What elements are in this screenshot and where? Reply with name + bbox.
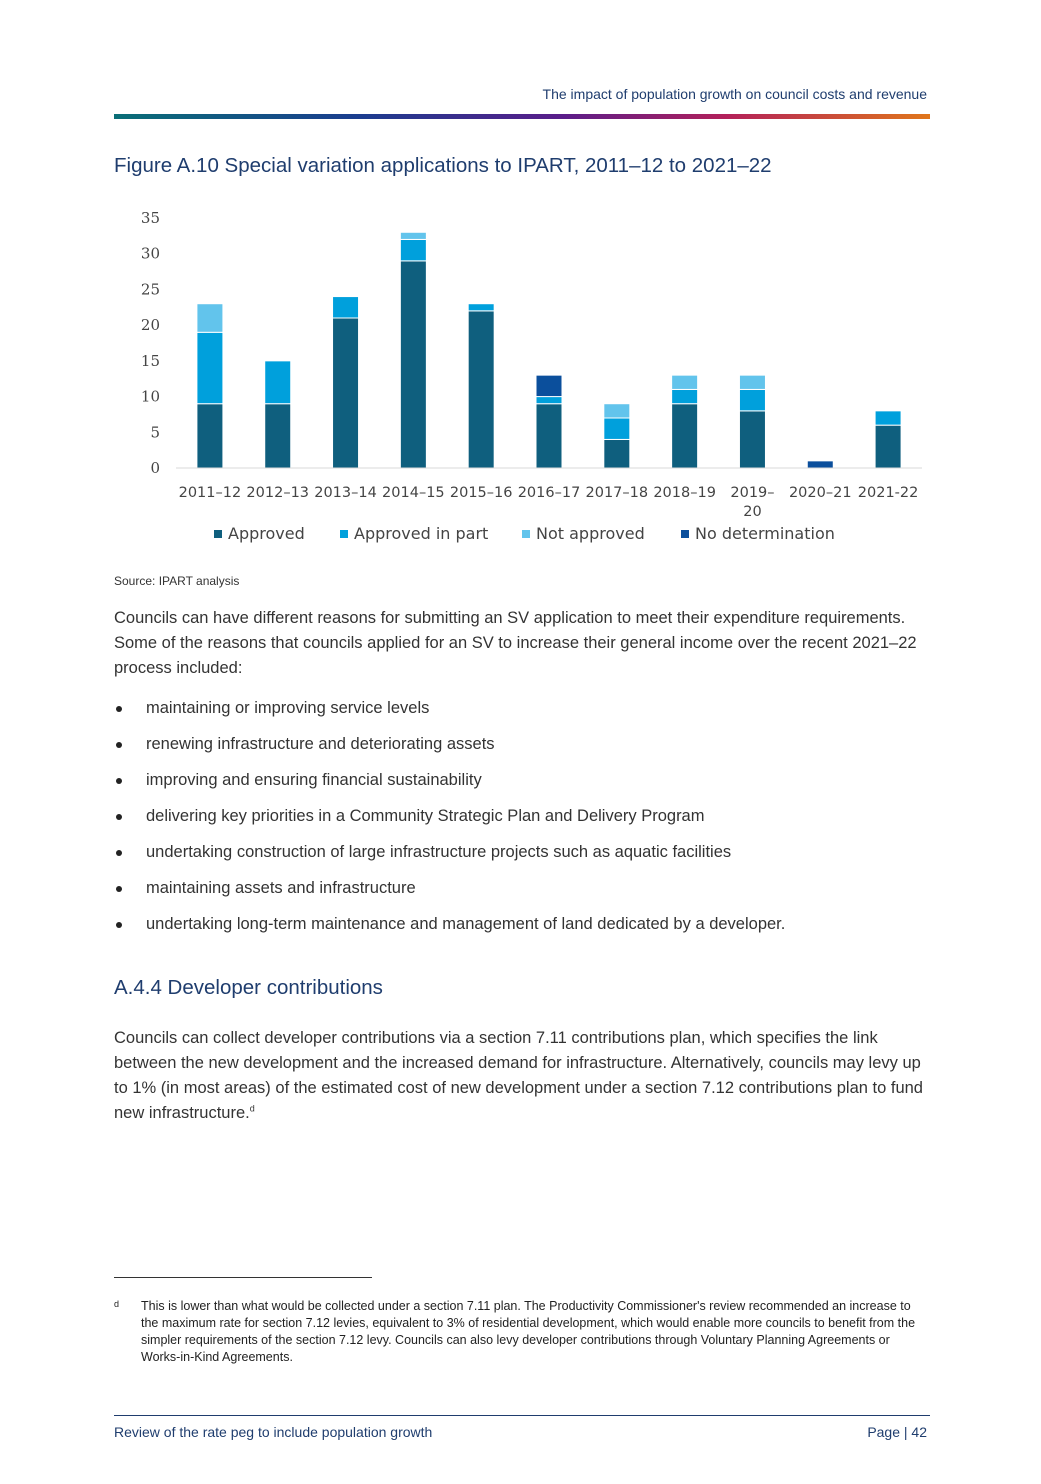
legend-label: No determination [695, 524, 835, 543]
bullet-dot [116, 778, 122, 784]
footnote-separator [114, 1277, 372, 1278]
bar-approved-in-part [536, 397, 562, 404]
footer-document-title: Review of the rate peg to include population growth [114, 1424, 433, 1440]
reasons-list [114, 696, 914, 948]
bar-approved [468, 311, 494, 468]
list-item-text: renewing infrastructure and deteriorating assets [146, 735, 495, 753]
bar-approved [672, 404, 698, 468]
legend-swatch [681, 530, 689, 538]
y-axis-ticks [141, 209, 160, 477]
bar-approved [536, 404, 562, 468]
legend-label: Not approved [536, 524, 645, 543]
y-tick-label: 0 [150, 459, 160, 477]
bar-no-determination [536, 375, 562, 396]
legend-label: Approved in part [354, 524, 489, 543]
bar-approved [265, 404, 291, 468]
list-item [114, 840, 914, 876]
x-tick-label: 20 [743, 504, 762, 520]
footnote-mark: d [114, 1299, 120, 1309]
paragraph-text: Councils can collect developer contributions via a section 7.11 contributions plan, which specifies the link between the new development and the increased demand for infrastructure. Alternatively, councils may levy up to 1% (in most areas) of the estimated cost of new development under a section 7.12 contributions plan to fund new infrastructure. [114, 1029, 923, 1122]
bullet-dot [116, 706, 122, 712]
legend-swatch [340, 530, 348, 538]
bar-approved [604, 439, 630, 468]
chart-legend [214, 524, 835, 543]
bar-approved-in-part [875, 411, 901, 425]
x-tick-label: 2012–13 [246, 485, 310, 501]
y-tick-label: 15 [140, 351, 160, 370]
bullet-dot [116, 886, 122, 892]
bar-not-approved [400, 232, 426, 239]
footer-page-number: Page | 42 [867, 1424, 927, 1440]
list-item [114, 696, 914, 732]
stacked-bar-chart [114, 200, 926, 560]
bullet-dot [116, 814, 122, 820]
list-item-text: maintaining assets and infrastructure [146, 879, 416, 897]
bar-not-approved [672, 375, 698, 389]
figure-title: Figure A.10 Special variation applications to IPART, 2011–12 to 2021–22 [114, 154, 772, 177]
bullet-dot [116, 850, 122, 856]
bar-approved-in-part [739, 389, 765, 410]
list-item [114, 876, 914, 912]
bar-not-approved [604, 404, 630, 418]
header-gradient-rule [114, 114, 930, 119]
section-heading: A.4.4 Developer contributions [114, 976, 383, 999]
x-tick-label: 2018–19 [653, 485, 716, 501]
bar-approved-in-part [672, 389, 698, 403]
bullet-dot [116, 742, 122, 748]
list-item [114, 912, 914, 948]
legend-label: Approved [228, 524, 305, 543]
footer-rule [114, 1415, 930, 1416]
bar-not-approved [197, 304, 223, 333]
footnote-text: This is lower than what would be collected under a section 7.11 plan. The Productivity Commissioner's review recommended an increase to the maximum rate for section 7.12 levies, equivalent to 3% of residential development, which would enable more councils to benefit from the simpler requirements of the section 7.12 levy. Councils can also levy developer contributions through Voluntary Planning Agreements or Works-in-Kind Agreements. [141, 1299, 916, 1364]
y-tick-label: 5 [150, 423, 160, 442]
bar-approved [739, 411, 765, 468]
x-tick-label: 2013–14 [314, 485, 377, 501]
y-tick-label: 10 [140, 387, 160, 406]
figure-source: Source: IPART analysis [114, 574, 240, 588]
list-item-text: undertaking long-term maintenance and management of land dedicated by a developer. [146, 915, 786, 933]
bar-approved-in-part [468, 304, 494, 311]
bars [197, 232, 901, 468]
x-tick-label: 2011–12 [178, 485, 242, 501]
bar-approved-in-part [400, 239, 426, 260]
bar-not-approved [739, 375, 765, 389]
list-item-text: improving and ensuring financial sustainability [146, 771, 482, 789]
bar-approved-in-part [604, 418, 630, 439]
bar-approved [197, 404, 223, 468]
y-tick-label: 25 [140, 280, 160, 299]
bullet-dot [116, 922, 122, 928]
x-tick-label: 2021-22 [857, 485, 919, 501]
bar-approved [875, 425, 901, 468]
bar-approved-in-part [265, 361, 291, 404]
list-item-text: undertaking construction of large infrastructure projects such as aquatic facilities [146, 843, 732, 861]
footnote-reference[interactable]: d [249, 1103, 255, 1114]
legend-swatch [214, 530, 222, 538]
x-axis-labels [179, 485, 919, 520]
x-tick-label: 2017–18 [585, 485, 649, 501]
bar-approved [400, 261, 426, 468]
developer-contributions-paragraph [114, 1026, 926, 1126]
list-item [114, 804, 914, 840]
x-tick-label: 2015–16 [449, 485, 513, 501]
bar-no-determination [807, 461, 833, 468]
x-tick-label: 2014–15 [382, 485, 445, 501]
footnote [114, 1298, 929, 1366]
x-tick-label: 2016–17 [517, 485, 581, 501]
y-tick-label: 35 [140, 209, 160, 227]
x-tick-label: 2019– [730, 485, 775, 501]
list-item-text: delivering key priorities in a Community Strategic Plan and Delivery Program [146, 807, 705, 825]
list-item-text: maintaining or improving service levels [146, 699, 430, 717]
y-tick-label: 30 [140, 244, 160, 263]
bar-approved [333, 318, 359, 468]
intro-paragraph: Councils can have different reasons for submitting an SV application to meet their expenditure requirements. Some of the reasons that councils applied for an SV to increase their general income over the recent 2021–22 process included: [114, 609, 917, 677]
running-header: The impact of population growth on council costs and revenue [542, 86, 927, 102]
bar-approved-in-part [197, 332, 223, 403]
bar-approved-in-part [333, 297, 359, 318]
legend-swatch [522, 530, 530, 538]
y-tick-label: 20 [140, 316, 160, 335]
list-item [114, 732, 914, 768]
list-item [114, 768, 914, 804]
x-tick-label: 2020–21 [788, 485, 852, 501]
